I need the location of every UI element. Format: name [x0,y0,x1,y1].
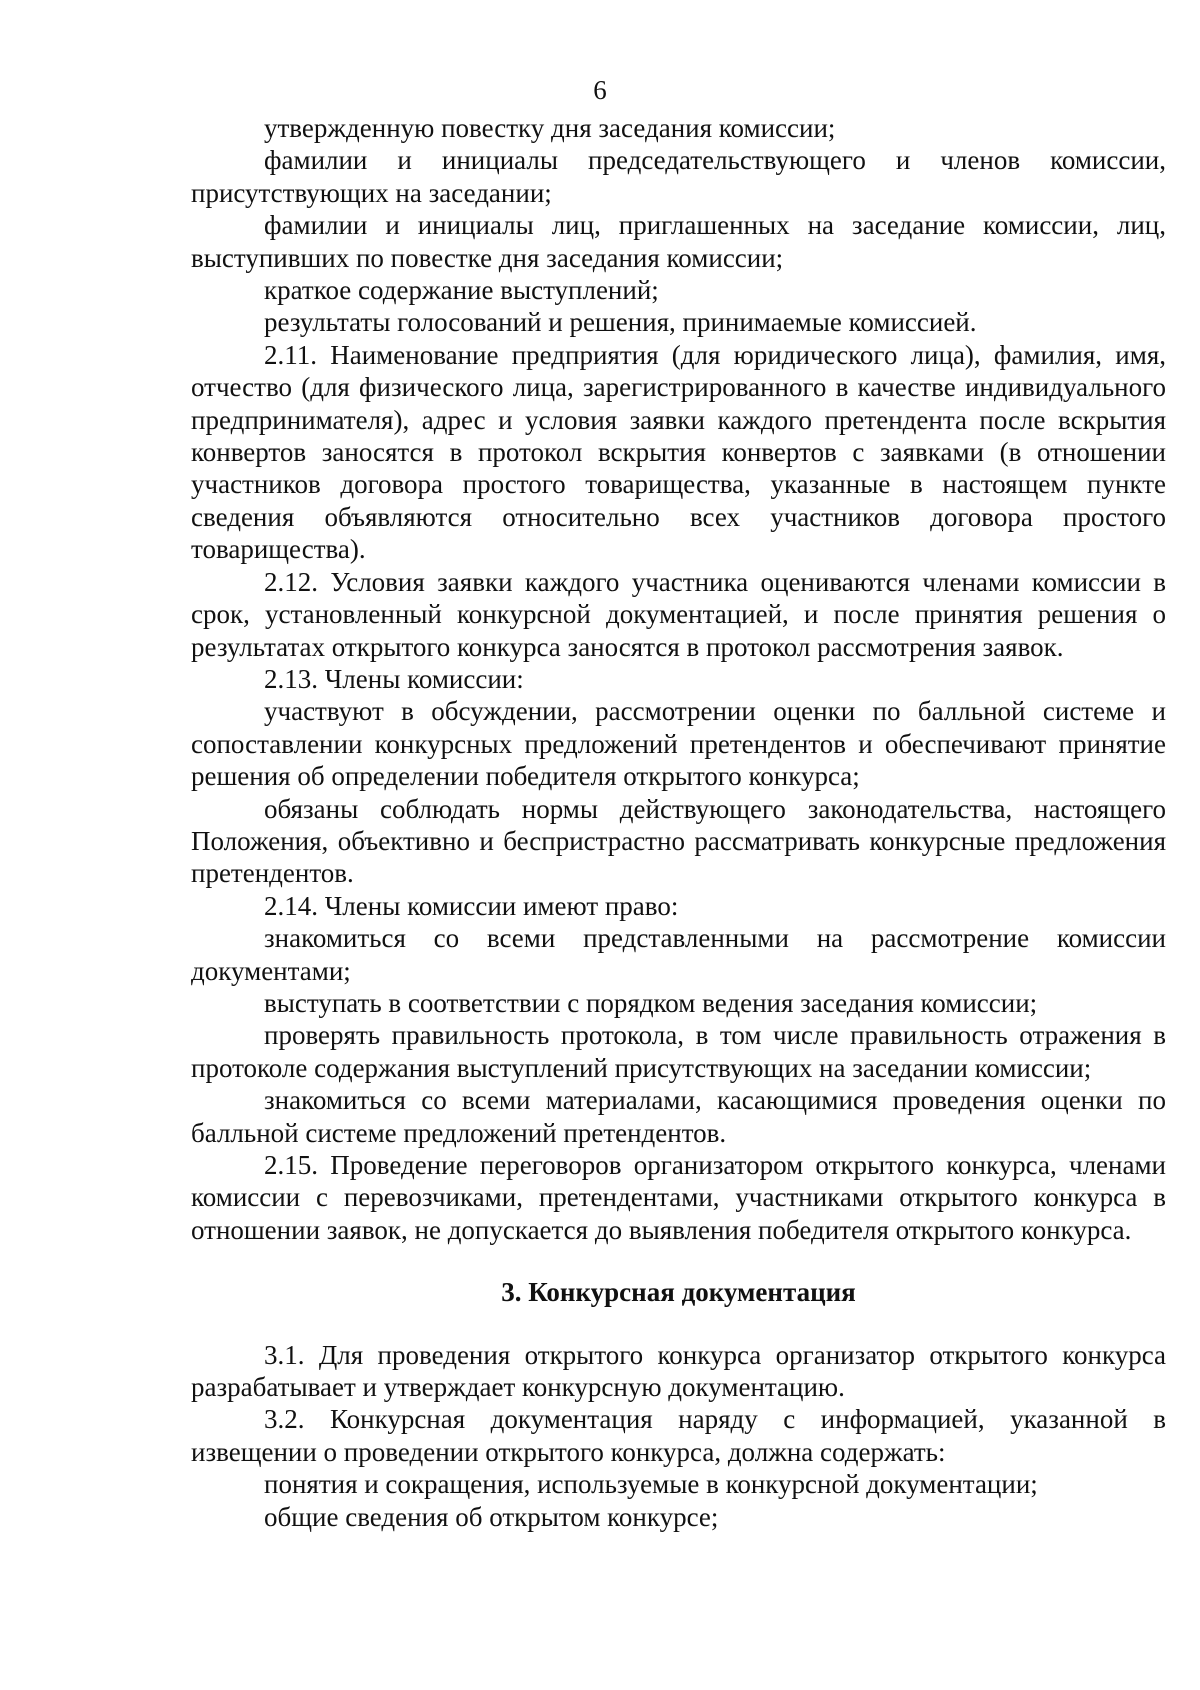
page-number: 6 [593,75,607,105]
paragraph: результаты голосований и решения, принимаемые комиссией. [264,307,977,338]
paragraph: утвержденную повестку дня заседания комиссии; [264,113,836,143]
paragraph: фамилии и инициалы председательствующего и членов комиссии, присутствующих на заседании; [191,145,1166,208]
section-heading: 3. Конкурсная документация [501,1277,856,1308]
paragraph-3-2: 3.2. Конкурсная документация наряду с информацией, указанной в извещении о проведении открытого конкурса, должна содержать: [191,1404,1166,1467]
paragraph: проверять правильность протокола, в том числе правильность отражения в протоколе содержания выступлений присутствующих на заседании комиссии; [191,1020,1166,1083]
paragraph: фамилии и инициалы лиц, приглашенных на заседание комиссии, лиц, выступивших по повестке дня заседания комиссии; [191,210,1166,273]
paragraph-2-11: 2.11. Наименование предприятия (для юридического лица), фамилия, имя, отчество (для физического лица, зарегистрированного в качестве индивидуального предпринимателя), адрес и условия заявки каждого претендента после вскрытия конвертов заносятся в протокол вскрытия конвертов с заявками (в отношении участников договора простого товарищества, указанные в настоящем пункте сведения объявляются относительно всех участников договора простого товарищества). [191,339,1166,565]
document-body [191,112,1166,1533]
paragraph-2-12: 2.12. Условия заявки каждого участника оцениваются членами комиссии в срок, установленный конкурсной документацией, и после принятия решения о результатах открытого конкурса заносятся в протокол рассмотрения заявок. [191,566,1166,662]
paragraph-2-15: 2.15. Проведение переговоров организатором открытого конкурса, членами комиссии с перевозчиками, претендентами, участниками открытого конкурса в отношении заявок, не допускается до выявления победителя открытого конкурса. [191,1150,1166,1245]
paragraph-2-14: 2.14. Члены комиссии имеют право: [264,890,679,921]
paragraph: общие сведения об открытом конкурсе; [264,1501,719,1532]
paragraph: понятия и сокращения, используемые в конкурсной документации; [264,1469,1038,1500]
paragraph: обязаны соблюдать нормы действующего законодательства, настоящего Положения, объективно и беспристрастно рассматривать конкурсные предложения претендентов. [191,793,1166,889]
paragraph: знакомиться со всеми представленными на рассмотрение комиссии документами; [191,923,1166,986]
paragraph: краткое содержание выступлений; [264,275,659,306]
paragraph: знакомиться со всеми материалами, касающимися проведения оценки по балльной системе предложений претендентов. [191,1085,1166,1148]
paragraph: выступать в соответствии с порядком ведения заседания комиссии; [264,987,1038,1018]
paragraph: участвуют в обсуждении, рассмотрении оценки по балльной системе и сопоставлении конкурсных предложений претендентов и обеспечивают принятие решения об определении победителя открытого конкурса; [191,696,1166,792]
paragraph-3-1: 3.1. Для проведения открытого конкурса организатор открытого конкурса разрабатывает и утверждает конкурсную документацию. [191,1339,1166,1403]
paragraph-2-13: 2.13. Члены комиссии: [264,663,524,694]
